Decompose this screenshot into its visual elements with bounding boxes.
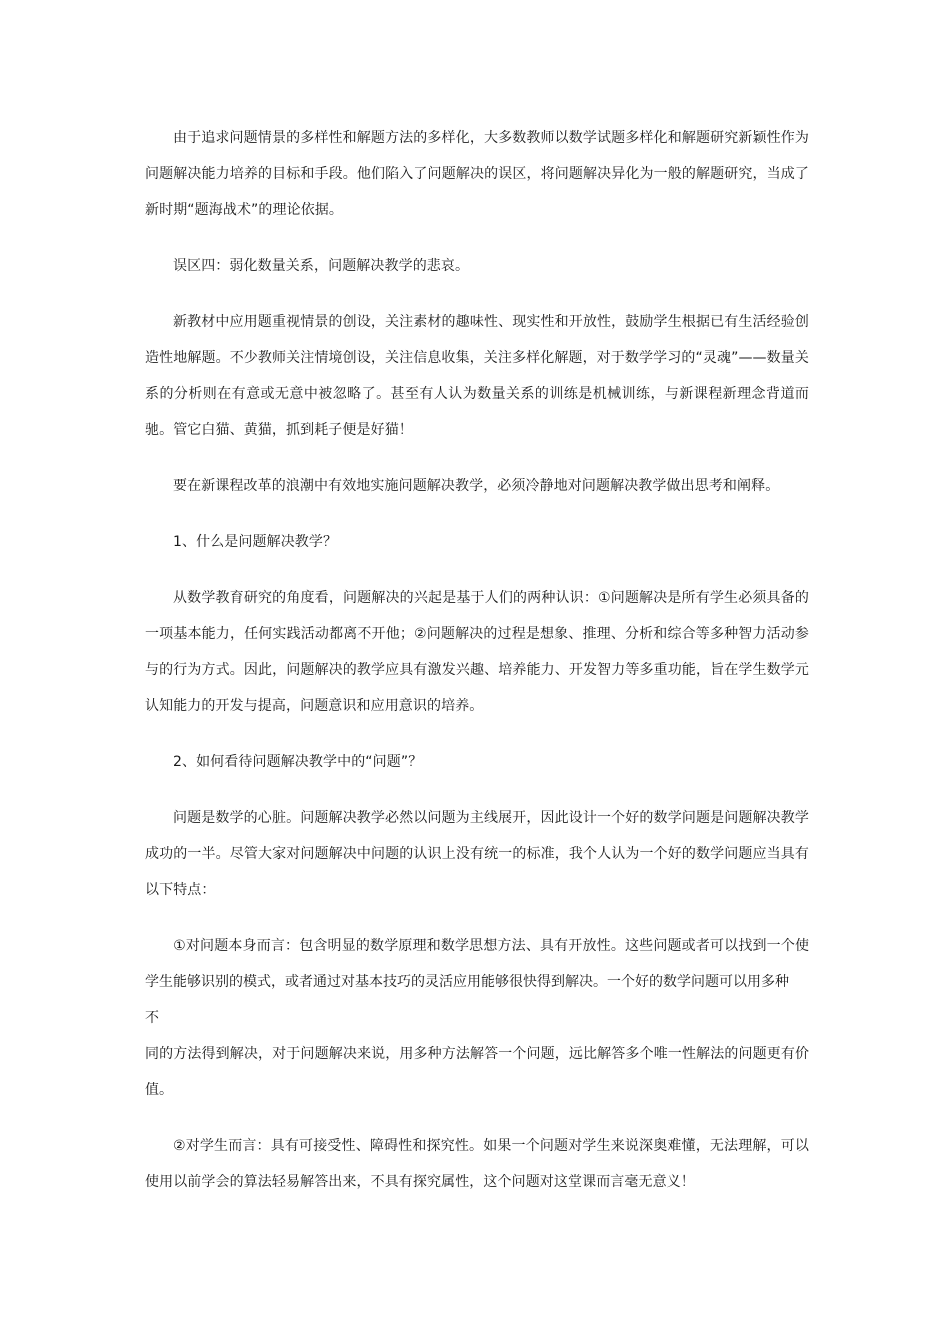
paragraph-for-students: ②对学生而言：具有可接受性、障碍性和探究性。如果一个问题对学生来说深奥难懂，无法理解，可以使用以前学会的算法轻易解答出来，不具有探究属性，这个问题对这堂课而言毫无意义！ xyxy=(145,1138,809,1190)
section-heading-how-to-view-problems: 2、如何看待问题解决教学中的“问题”？ xyxy=(173,754,423,770)
paragraph-misconception-four: 误区四：弱化数量关系，问题解决教学的悲哀。 xyxy=(173,258,470,274)
paragraph-problem-heart: 问题是数学的心脏。问题解决教学必然以问题为主线展开，因此设计一个好的数学问题是问题解决教学成功的一半。尽管大家对问题解决中问题的认识上没有统一的标准，我个人认为一个好的数学问题应当具有以下特点： xyxy=(145,810,809,898)
paragraph-problem-itself xyxy=(145,928,809,1108)
paragraph-problem-itself-part3: 同的方法得到解决，对于问题解决来说，用多种方法解答一个问题，远比解答多个唯一性解法的问题更有价值。 xyxy=(145,1046,809,1098)
paragraph-problem-itself-part1: ①对问题本身而言：包含明显的数学原理和数学思想方法、具有开放性。这些问题或者可以找到一个使学生能够识别的模式，或者通过对基本技巧的灵活应用能够很快得到解决。一个好的数学问题可以用多种 xyxy=(145,938,809,990)
paragraph-new-textbook: 新教材中应用题重视情景的创设，关注素材的趣味性、现实性和开放性，鼓励学生根据已有生活经验创造性地解题。不少教师关注情境创设，关注信息收集，关注多样化解题，对于数学学习的“灵魂”——数量关系的分析则在有意或无意中被忽略了。甚至有人认为数量关系的训练是机械训练，与新课程新理念背道而驰。管它白猫、黄猫，抓到耗子便是好猫！ xyxy=(145,314,809,438)
paragraph-problem-diversity: 由于追求问题情景的多样性和解题方法的多样化，大多数教师以数学试题多样化和解题研究新颖性作为问题解决能力培养的目标和手段。他们陷入了问题解决的误区，将问题解决异化为一般的解题研究，当成了新时期“题海战术”的理论依据。 xyxy=(145,130,809,218)
paragraph-problem-itself-part2: 不 xyxy=(145,1010,159,1026)
document-page xyxy=(145,120,809,1220)
paragraph-math-education-view: 从数学教育研究的角度看，问题解决的兴起是基于人们的两种认识：①问题解决是所有学生必须具备的一项基本能力，任何实践活动都离不开他；②问题解决的过程是想象、推理、分析和综合等多种智力活动参与的行为方式。因此，问题解决的教学应具有激发兴趣、培养能力、开发智力等多重功能，旨在学生数学元认知能力的开发与提高，问题意识和应用意识的培养。 xyxy=(145,590,809,714)
section-heading-what-is-problem-solving: 1、什么是问题解决教学？ xyxy=(173,534,338,550)
paragraph-reform-intro: 要在新课程改革的浪潮中有效地实施问题解决教学，必须冷静地对问题解决教学做出思考和阐释。 xyxy=(173,478,780,494)
